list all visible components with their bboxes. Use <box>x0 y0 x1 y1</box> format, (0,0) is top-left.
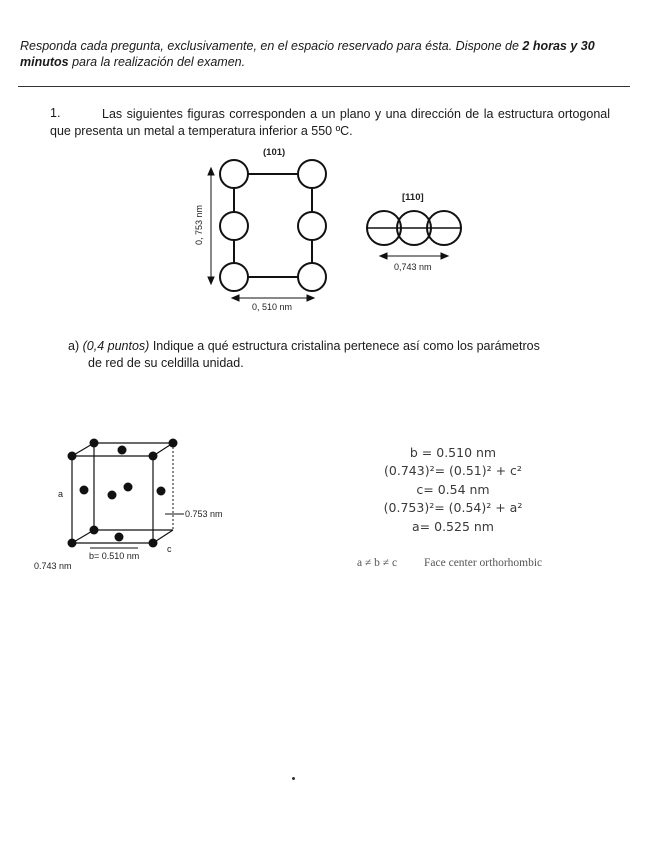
exam-instructions: Responda cada pregunta, exclusivamente, en el espacio reservado para ésta. Dispone de 2 horas y 30 minutos para la realización del examen. <box>20 39 595 69</box>
solution-line-4: (0.753)²= (0.54)² + a² <box>383 500 523 515</box>
cell-diagonal-label: 0.743 nm <box>34 561 72 571</box>
question-number: 1. <box>50 106 61 120</box>
solution-line-5: a= 0.525 nm <box>412 519 494 534</box>
plane-height-label: 0, 753 nm <box>194 204 204 246</box>
direction-label: [110] <box>402 192 424 203</box>
cell-a-label: a <box>58 489 64 499</box>
stray-mark <box>292 777 295 780</box>
plane-width-label: 0, 510 nm <box>252 302 293 312</box>
subquestion-text-1: Indique a qué estructura cristalina pertenece así como los parámetros <box>152 339 540 353</box>
question-text: Las siguientes figuras corresponden a un plano y una dirección de la estructura ortogonal que presenta un metal a temperatura inferior a 550 ºC. <box>50 107 610 138</box>
cell-b-label: b= 0.510 nm <box>89 551 140 561</box>
subquestion-text-2: de red de su celdilla unidad. <box>88 356 244 370</box>
solution-line-1: b = 0.510 nm <box>409 445 497 460</box>
solution-line-2: (0.743)²= (0.51)² + c² <box>384 463 522 478</box>
plane-label: (101) <box>263 147 286 158</box>
cell-c-label: c <box>167 544 172 554</box>
solution-line-3: c= 0.54 nm <box>416 482 490 497</box>
solution-relation: a ≠ b ≠ c <box>357 557 398 569</box>
direction-length-label: 0,743 nm <box>394 262 432 272</box>
subquestion-letter: a) <box>68 339 80 353</box>
subquestion-points: (0,4 puntos) <box>82 339 150 353</box>
cell-side-label: 0.753 nm <box>185 509 223 519</box>
solution-structure: Face center orthorhombic <box>424 557 543 569</box>
